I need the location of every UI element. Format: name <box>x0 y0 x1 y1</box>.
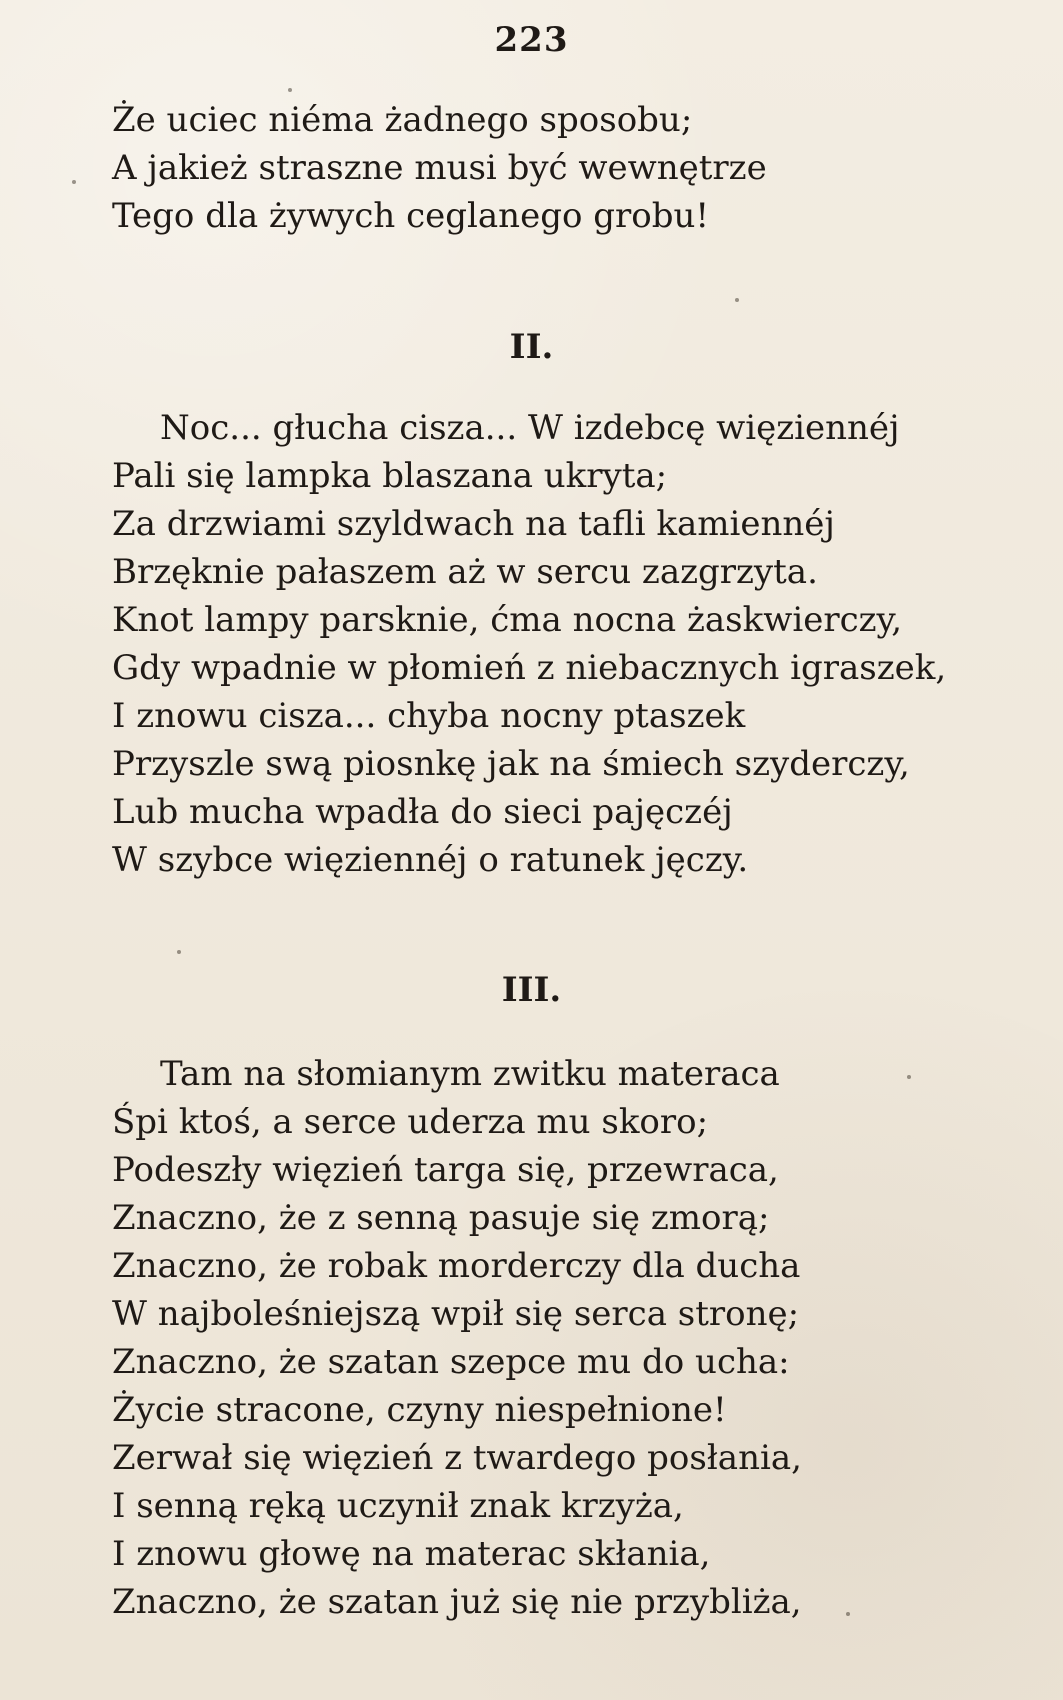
stanza-three <box>112 1050 972 1626</box>
poem-line: Przyszle swą piosnkę jak na śmiech szyderczy, <box>112 744 910 784</box>
poem-line: Tam na słomianym zwitku materaca <box>160 1054 780 1094</box>
section-title: III. <box>501 970 562 1010</box>
paper-speck <box>72 180 76 184</box>
intro-stanza <box>112 96 972 240</box>
poem-line: Noc... głucha cisza... W izdebcę więziennéj <box>160 408 900 448</box>
paper-speck <box>735 298 739 302</box>
poem-line: I senną ręką uczynił znak krzyża, <box>112 1486 684 1526</box>
poem-line: Zerwał się więzień z twardego posłania, <box>112 1438 802 1478</box>
poem-line: Knot lampy parsknie, ćma nocna żaskwierczy, <box>112 600 903 640</box>
poem-line: Pali się lampka blaszana ukryta; <box>112 456 668 496</box>
poem-line: Gdy wpadnie w płomień z niebacznych igraszek, <box>112 648 947 688</box>
poem-line: W najboleśniejszą wpił się serca stronę; <box>112 1294 800 1334</box>
poem-line: Znaczno, że z senną pasuje się zmorą; <box>112 1198 770 1238</box>
poem-line: Że uciec niéma żadnego sposobu; <box>112 100 693 140</box>
poem-line: I znowu cisza... chyba nocny ptaszek <box>112 696 746 736</box>
poem-line: Brzęknie pałaszem aż w sercu zazgrzyta. <box>112 552 818 592</box>
paper-speck <box>177 950 181 954</box>
poem-line: Znaczno, że szatan szepce mu do ucha: <box>112 1342 790 1382</box>
poem-line: Tego dla żywych ceglanego grobu! <box>112 196 710 236</box>
section-title: II. <box>509 327 554 367</box>
poem-line: A jakież straszne musi być wewnętrze <box>112 148 767 188</box>
poem-line: Lub mucha wpadła do sieci pajęczéj <box>112 792 733 832</box>
poem-line: W szybce więziennéj o ratunek jęczy. <box>112 840 749 880</box>
poem-line: Śpi ktoś, a serce uderza mu skoro; <box>112 1102 709 1142</box>
poem-line: Znaczno, że robak morderczy dla ducha <box>112 1246 801 1286</box>
paper-speck <box>288 88 292 92</box>
poem-line: Podeszły więzień targa się, przewraca, <box>112 1150 779 1190</box>
poem-line: Znaczno, że szatan już się nie przybliża, <box>112 1582 802 1622</box>
poem-line: Życie stracone, czyny niespełnione! <box>112 1390 727 1430</box>
stanza-two <box>112 404 972 884</box>
poem-line: Za drzwiami szyldwach na tafli kamiennéj <box>112 504 835 544</box>
page-number: 223 <box>494 20 569 60</box>
poem-line: I znowu głowę na materac skłania, <box>112 1534 711 1574</box>
